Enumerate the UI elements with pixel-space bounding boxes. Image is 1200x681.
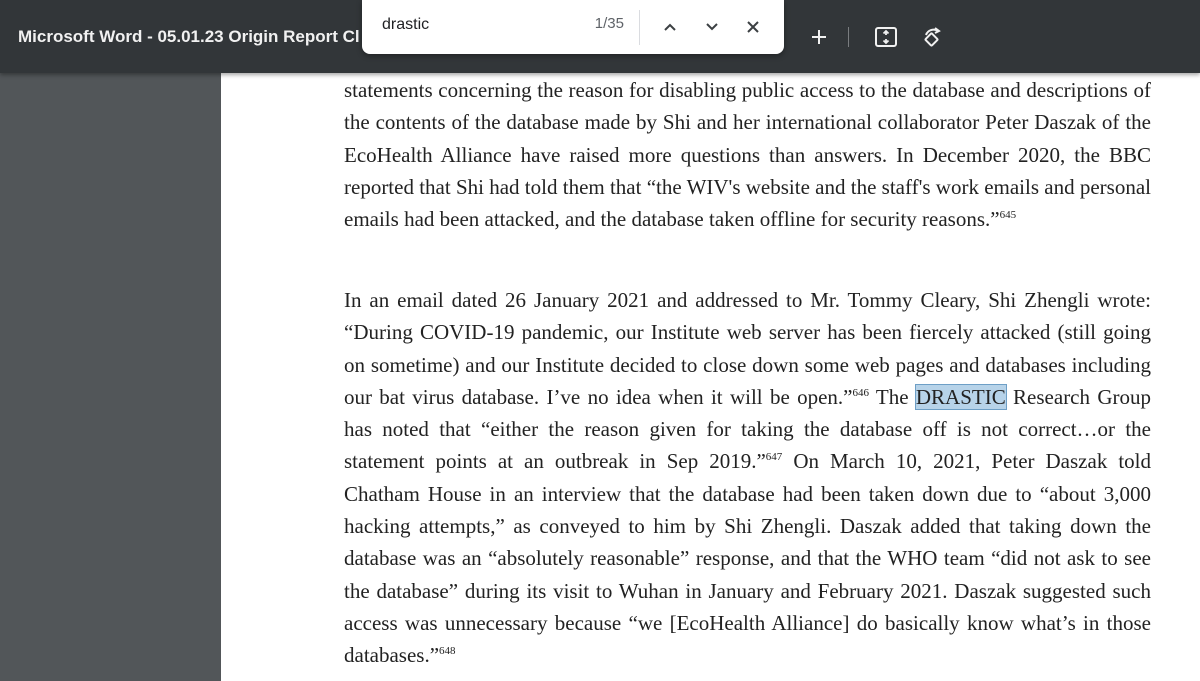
chevron-down-icon <box>704 19 720 35</box>
find-input[interactable] <box>382 12 572 38</box>
close-icon <box>745 19 761 35</box>
paragraph-2-text-d: On March 10, 2021, Peter Daszak told Chatham House in an interview that the database had been taken down due to “about 3,000 hacking attempts,” as conveyed to him by Shi Zhengli. Daszak added that taking down the database was an “absolutely reasonable” response, and that the WHO team “did not ask to see the database” during its visit to Wuhan in January and February 2021. Daszak suggested such access was unnecessary because “we [EcoHealth Alliance] do basically know what’s in those databases.” <box>344 449 1152 668</box>
paragraph-2-text-c: Research Group has noted that “either the reason given for taking the database off is not correct…or the statement points at an outbreak in Sep 2019.” <box>344 384 1151 474</box>
find-next-button[interactable] <box>696 11 728 43</box>
find-previous-button[interactable] <box>654 11 686 43</box>
paragraph-2-text-a: In an email dated 26 January 2021 and addressed to Mr. Tommy Cleary, Shi Zhengli wrote: “During COVID-19 pandemic, our Institute web server has been fiercely attacked (still going on sometime) and our Institute decided to close down some web pages and databases including our bat virus database. I’ve no idea when it will be open.” <box>344 288 1151 409</box>
rotate-button[interactable] <box>915 20 949 54</box>
fit-page-icon <box>874 26 898 48</box>
paragraph-1-text: statements concerning the reason for disabling public access to the database and descriptions of the contents of the database made by Shi and her international collaborator Peter Daszak of the EcoHealth Alliance have raised more questions than answers. In December 2020, the BBC reported that Shi had told them that “the WIV's website and the staff's work emails and personal emails had been attacked, and the database taken offline for security reasons.” <box>344 78 1151 232</box>
footnote-646[interactable]: 646 <box>852 386 869 399</box>
footnote-648[interactable]: 648 <box>439 645 456 658</box>
paragraph-1 <box>344 74 1151 235</box>
rotate-icon <box>920 25 944 49</box>
document-page <box>221 73 1200 681</box>
toolbar-divider <box>848 27 849 47</box>
find-match-count: 1/35 <box>594 15 624 32</box>
document-title: Microsoft Word - 05.01.23 Origin Report Cl <box>18 27 360 46</box>
search-highlight: DRASTIC <box>915 384 1006 409</box>
zoom-in-button[interactable] <box>802 20 836 54</box>
find-close-button[interactable] <box>737 11 769 43</box>
footnote-647[interactable]: 647 <box>765 451 783 464</box>
footnote-645[interactable]: 645 <box>999 209 1017 222</box>
paragraph-2-text-b: The <box>868 384 916 409</box>
find-bar <box>362 0 784 54</box>
find-divider <box>639 10 640 45</box>
paragraph-2 <box>344 284 1151 672</box>
chevron-up-icon <box>662 19 678 35</box>
plus-icon <box>810 28 828 46</box>
fit-to-page-button[interactable] <box>869 20 903 54</box>
